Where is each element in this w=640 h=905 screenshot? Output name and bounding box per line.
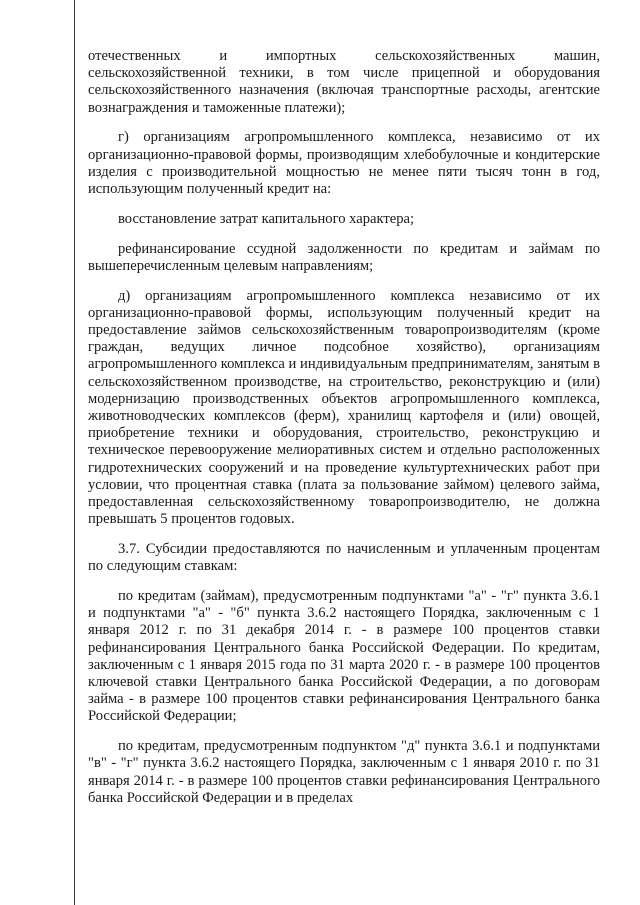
- binding-margin-line: [74, 0, 75, 905]
- paragraph-capital-costs: восстановление затрат капитального характера;: [118, 210, 415, 227]
- paragraph-rates-d: по кредитам, предусмотренным подпунктом "д" пункта 3.6.1 и подпунктами "в" - "г" пункта 3.6.2 настоящего Порядка, заключенным с 1 января 2010 г. по 31 января 2014 г. - в размере 100 процентов ставки рефинансирования Центрального банка Российской Федерации и в пределах: [88, 738, 600, 806]
- paragraph-rates-a-g: по кредитам (займам), предусмотренным подпунктами "а" - "г" пункта 3.6.1 и подпунктами "а" - "б" пункта 3.6.2 настоящего Порядка, заключенным с 1 января 2012 г. по 31 декабря 2014 г. - в размере 100 процентов ставки рефинансирования Центрального банка Российской Федерации. По кредитам, заключенным с 1 января 2015 года по 31 марта 2020 г. - в размере 100 процентов ключевой ставки Центрального банка Российской Федерации, а по договорам займа - в размере 100 процентов ставки рефинансирования Центрального банка Российской Федерации;: [88, 588, 600, 725]
- paragraph-refinancing: рефинансирование ссудной задолженности по кредитам и займам по вышеперечисленным целевым направлениям;: [88, 240, 600, 274]
- document-body: [88, 48, 600, 820]
- paragraph-section-3-7: 3.7. Субсидии предоставляются по начисленным и уплаченным процентам по следующим ставкам:: [88, 541, 600, 575]
- paragraph-machinery-continuation: отечественных и импортных сельскохозяйственных машин, сельскохозяйственной техники, в том числе прицепной и оборудования сельскохозяйственного назначения (включая транспортные расходы, агентские вознаграждения и таможенные платежи);: [88, 48, 600, 116]
- paragraph-item-d: д) организациям агропромышленного комплекса независимо от их организационно-правовой формы, использующим полученный кредит на предоставление займов сельскохозяйственным товаропроизводителям (кроме граждан, ведущих личное подсобное хозяйство), организациям агропромышленного комплекса и индивидуальным предпринимателям, занятым в сельскохозяйственном производстве, на строительство, реконструкцию и (или) модернизацию производственных объектов агропромышленного комплекса, животноводческих комплексов (ферм), хранилищ картофеля и (или) овощей, приобретение техники и оборудования, строительство, реконструкцию и техническое перевооружение мелиоративных систем и отдельно расположенных гидротехнических сооружений и на проведение культуртехнических работ при условии, что процентная ставка (плата за пользование займом) целевого займа, предоставленная сельскохозяйственному товаропроизводителю, не должна превышать 5 процентов годовых.: [88, 287, 600, 528]
- paragraph-item-g: г) организациям агропромышленного комплекса, независимо от их организационно-правовой формы, производящим хлебобулочные и кондитерские изделия с производительной мощностью не менее пяти тысяч тонн в год, использующим полученный кредит на:: [88, 129, 600, 198]
